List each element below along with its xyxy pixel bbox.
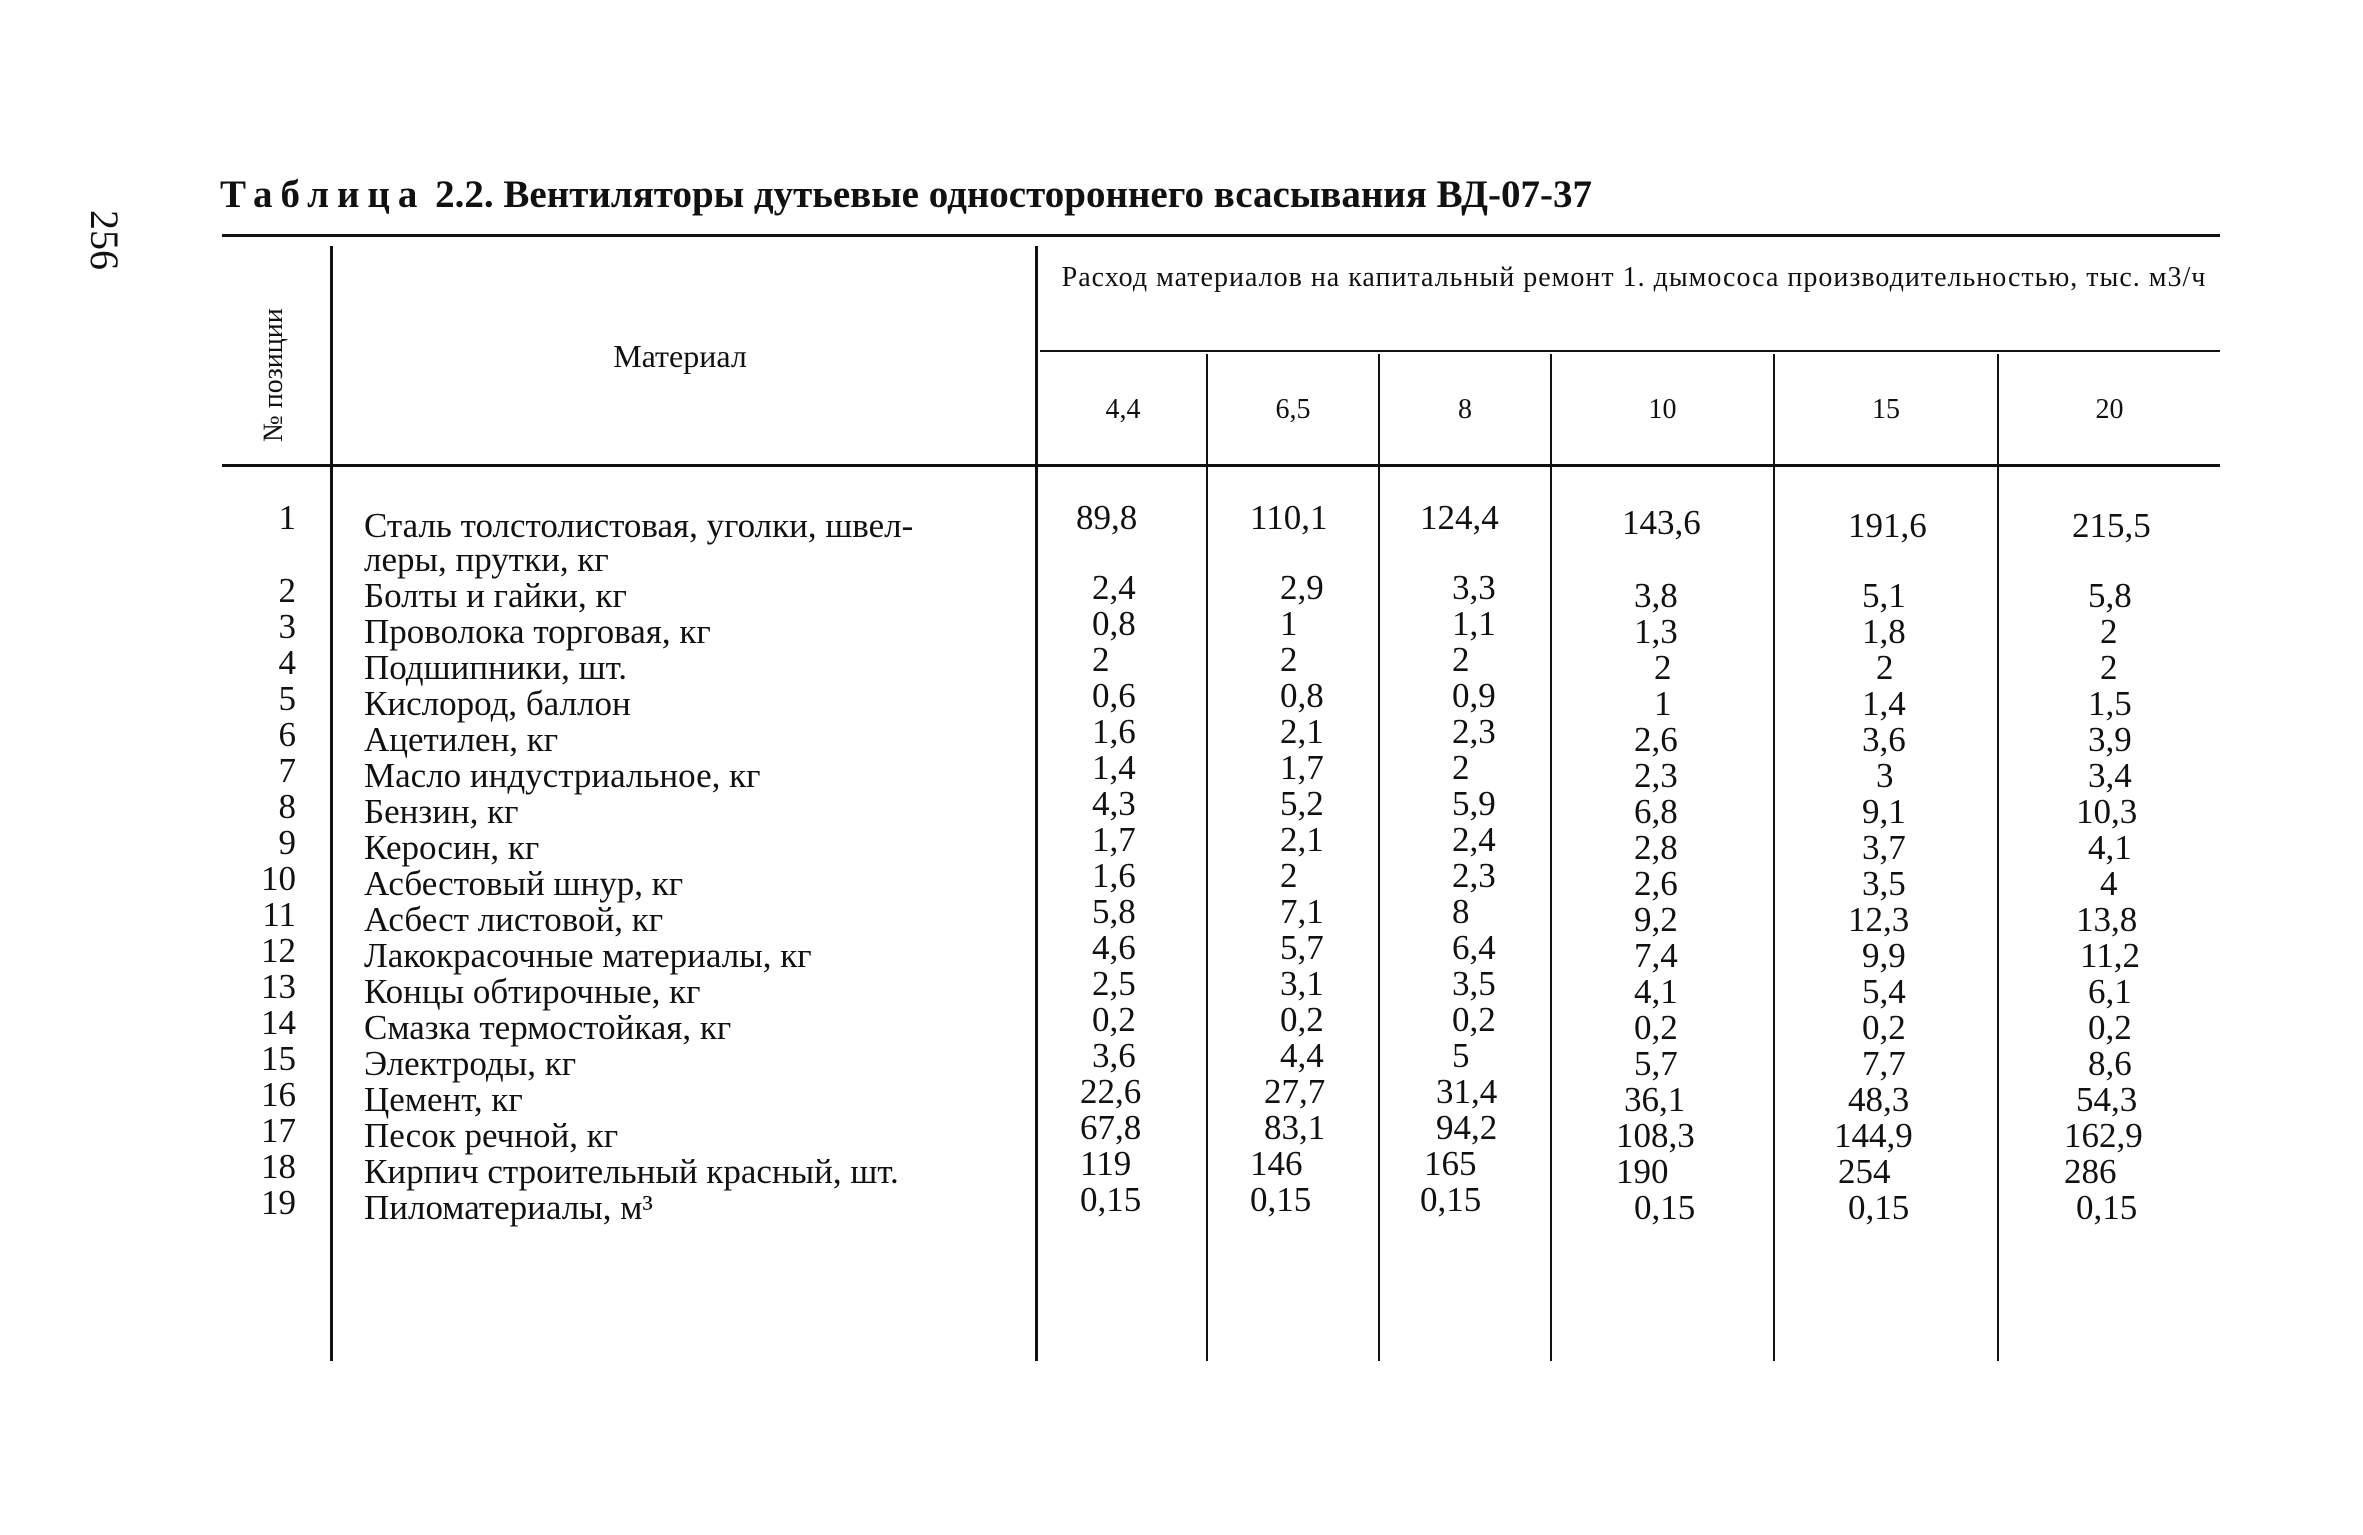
row-material: Проволока торговая, кг	[364, 612, 711, 651]
row-value: 2	[2100, 648, 2118, 687]
row-value: 162,9	[2064, 1116, 2143, 1155]
row-material: Бензин, кг	[364, 792, 519, 831]
row-value: 5,7	[1280, 928, 1324, 967]
row-value: 3,4	[2088, 756, 2132, 795]
header-position: № позиции	[258, 308, 289, 442]
row-value: 0,2	[1862, 1008, 1906, 1047]
row-value: 5,7	[1634, 1044, 1678, 1083]
row-value: 10,3	[2076, 792, 2138, 831]
row-value: 0,8	[1280, 676, 1324, 715]
header-material: Материал	[613, 338, 747, 374]
row-value: 2,3	[1452, 712, 1496, 751]
row-position: 1	[278, 498, 296, 537]
row-position: 5	[278, 679, 296, 718]
row-position: 4	[278, 643, 296, 682]
row-value: 0,15	[1420, 1180, 1482, 1219]
row-value: 3,7	[1862, 828, 1906, 867]
row-value: 13,8	[2076, 900, 2138, 939]
row-value: 4	[2100, 864, 2118, 903]
row-value: 2	[1452, 748, 1470, 787]
row-value: 165	[1424, 1144, 1477, 1183]
row-material: Асбест листовой, кг	[364, 900, 664, 939]
header-flow: 4,4	[1105, 394, 1141, 425]
row-value: 0,15	[2076, 1188, 2138, 1227]
row-material: Цемент, кг	[364, 1080, 523, 1119]
row-value: 108,3	[1616, 1116, 1695, 1155]
col-divider-flow-3	[1378, 354, 1380, 1361]
row-value: 5	[1452, 1036, 1470, 1075]
row-value: 2,6	[1634, 720, 1678, 759]
row-value: 67,8	[1080, 1108, 1142, 1147]
row-value: 286	[2064, 1152, 2117, 1191]
row-value: 2,1	[1280, 820, 1324, 859]
row-material: Песок речной, кг	[364, 1116, 619, 1155]
row-material: Керосин, кг	[364, 828, 540, 867]
row-value: 6,4	[1452, 928, 1496, 967]
row-value: 119	[1080, 1144, 1132, 1183]
row-material: Подшипники, шт.	[364, 648, 628, 687]
row-value: 2,1	[1280, 712, 1324, 751]
row-value: 215,5	[2072, 506, 2151, 545]
row-value: 2,8	[1634, 828, 1678, 867]
row-value: 2	[1876, 648, 1894, 687]
row-value: 0,2	[1634, 1008, 1678, 1047]
row-value: 0,2	[1280, 1000, 1324, 1039]
row-value: 0,15	[1250, 1180, 1312, 1219]
row-material: Масло индустриальное, кг	[364, 756, 761, 795]
row-value: 3,5	[1452, 964, 1496, 1003]
row-value: 1,8	[1862, 612, 1906, 651]
row-value: 4,4	[1280, 1036, 1324, 1075]
row-value: 8,6	[2088, 1044, 2132, 1083]
top-rule	[222, 234, 2220, 237]
row-value: 5,8	[2088, 576, 2132, 615]
row-value: 1,1	[1452, 604, 1496, 643]
row-value: 3,9	[2088, 720, 2132, 759]
row-value: 2	[1280, 856, 1298, 895]
row-value: 1,3	[1634, 612, 1678, 651]
row-value: 0,6	[1092, 676, 1136, 715]
row-value: 3,3	[1452, 568, 1496, 607]
row-value: 1,6	[1092, 712, 1136, 751]
row-value: 0,2	[1452, 1000, 1496, 1039]
header-flow: 15	[1872, 394, 1900, 425]
row-value: 4,1	[2088, 828, 2132, 867]
row-value: 3,6	[1862, 720, 1906, 759]
row-value: 5,8	[1092, 892, 1136, 931]
row-value: 9,2	[1634, 900, 1678, 939]
row-material: Ацетилен, кг	[364, 720, 559, 759]
row-value: 48,3	[1848, 1080, 1910, 1119]
col-divider-material	[330, 246, 333, 1361]
group-header-rule	[1040, 350, 2220, 352]
row-value: 2,3	[1452, 856, 1496, 895]
row-position: 11	[262, 895, 296, 934]
row-material: Смазка термостойкая, кг	[364, 1008, 732, 1047]
row-value: 7,1	[1280, 892, 1324, 931]
row-value: 146	[1250, 1144, 1303, 1183]
row-value: 4,6	[1092, 928, 1136, 967]
page-number: 256	[82, 210, 127, 270]
header-consumption: Расход материалов на капитальный ремонт 1. дымососа производительностью, тыс. м3/ч	[1061, 262, 2207, 293]
row-value: 3,6	[1092, 1036, 1136, 1075]
row-material: Кислород, баллон	[364, 684, 631, 723]
header-flow: 8	[1458, 394, 1472, 425]
row-value: 2	[2100, 612, 2118, 651]
row-material: Лакокрасочные материалы, кг	[364, 936, 812, 975]
row-value: 83,1	[1264, 1108, 1326, 1147]
row-value: 54,3	[2076, 1080, 2138, 1119]
row-value: 6,8	[1634, 792, 1678, 831]
row-material: Концы обтирочные, кг	[364, 972, 701, 1011]
row-position: 16	[261, 1075, 296, 1114]
row-material: Электроды, кг	[364, 1044, 577, 1083]
row-material: Сталь толстолистовая, уголки, швел-	[364, 506, 914, 545]
row-value: 2,5	[1092, 964, 1136, 1003]
row-position: 12	[261, 931, 296, 970]
row-value: 191,6	[1848, 506, 1927, 545]
row-value: 8	[1452, 892, 1470, 931]
row-value: 12,3	[1848, 900, 1910, 939]
row-position: 6	[278, 715, 296, 754]
row-value: 1,7	[1092, 820, 1136, 859]
row-value: 124,4	[1420, 498, 1499, 537]
header-bottom-rule	[222, 464, 2220, 467]
row-value: 94,2	[1436, 1108, 1498, 1147]
row-value: 5,1	[1862, 576, 1906, 615]
col-divider-flow-2	[1206, 354, 1208, 1361]
row-position: 10	[261, 859, 296, 898]
table-caption	[220, 172, 1592, 217]
row-value: 27,7	[1264, 1072, 1326, 1111]
row-value: 3,8	[1634, 576, 1678, 615]
row-value: 1,7	[1280, 748, 1324, 787]
row-position: 17	[261, 1111, 296, 1150]
row-value: 9,9	[1862, 936, 1906, 975]
row-material-continued: леры, прутки, кг	[364, 540, 609, 579]
row-value: 5,9	[1452, 784, 1496, 823]
row-position: 2	[278, 571, 296, 610]
row-value: 2,6	[1634, 864, 1678, 903]
col-divider-flow-1	[1035, 246, 1038, 1361]
row-value: 89,8	[1076, 498, 1138, 537]
row-value: 1,6	[1092, 856, 1136, 895]
row-value: 1	[1654, 684, 1672, 723]
header-flow: 10	[1648, 394, 1677, 425]
row-value: 1	[1280, 604, 1298, 643]
row-value: 3	[1876, 756, 1894, 795]
row-position: 14	[261, 1003, 296, 1042]
row-value: 0,15	[1080, 1180, 1142, 1219]
row-value: 11,2	[2080, 936, 2140, 975]
row-value: 2	[1452, 640, 1470, 679]
row-position: 15	[261, 1039, 296, 1078]
row-value: 254	[1838, 1152, 1891, 1191]
caption-title: 2.2. Вентиляторы дутьевые одностороннего всасывания ВД-07-37	[435, 173, 1592, 216]
row-value: 0,2	[1092, 1000, 1136, 1039]
row-position: 3	[278, 607, 296, 646]
row-value: 9,1	[1862, 792, 1906, 831]
row-position: 8	[278, 787, 296, 826]
row-value: 2,4	[1092, 568, 1136, 607]
row-value: 0,15	[1634, 1188, 1696, 1227]
row-value: 2,9	[1280, 568, 1324, 607]
row-material: Пиломатериалы, м³	[364, 1188, 653, 1227]
row-position: 19	[261, 1183, 296, 1222]
row-value: 5,4	[1862, 972, 1906, 1011]
row-value: 110,1	[1250, 498, 1328, 537]
row-value: 0,8	[1092, 604, 1136, 643]
header-flow: 6,5	[1275, 394, 1311, 425]
row-value: 2	[1092, 640, 1110, 679]
col-divider-flow-6	[1997, 354, 1999, 1361]
row-value: 3,5	[1862, 864, 1906, 903]
row-value: 2,3	[1634, 756, 1678, 795]
row-value: 6,1	[2088, 972, 2132, 1011]
row-value: 0,15	[1848, 1188, 1910, 1227]
row-value: 4,1	[1634, 972, 1678, 1011]
row-value: 1,4	[1092, 748, 1136, 787]
row-position: 18	[261, 1147, 296, 1186]
row-value: 31,4	[1436, 1072, 1498, 1111]
row-value: 22,6	[1080, 1072, 1142, 1111]
caption-lead: Таблица	[220, 173, 426, 216]
row-value: 2	[1654, 648, 1672, 687]
row-value: 36,1	[1624, 1080, 1686, 1119]
row-value: 4,3	[1092, 784, 1136, 823]
row-material: Кирпич строительный красный, шт.	[364, 1152, 899, 1191]
row-material: Асбестовый шнур, кг	[364, 864, 684, 903]
header-flow: 20	[2095, 394, 2124, 425]
row-value: 2	[1280, 640, 1298, 679]
row-value: 5,2	[1280, 784, 1324, 823]
col-divider-flow-4	[1550, 354, 1552, 1361]
row-value: 7,7	[1862, 1044, 1906, 1083]
row-value: 1,5	[2088, 684, 2132, 723]
row-material: Болты и гайки, кг	[364, 576, 627, 615]
row-value: 7,4	[1634, 936, 1678, 975]
col-divider-flow-5	[1773, 354, 1775, 1361]
row-value: 2,4	[1452, 820, 1496, 859]
row-value: 0,9	[1452, 676, 1496, 715]
row-value: 143,6	[1622, 503, 1701, 542]
row-value: 1,4	[1862, 684, 1906, 723]
row-position: 13	[261, 967, 296, 1006]
row-value: 190	[1616, 1152, 1669, 1191]
row-value: 144,9	[1834, 1116, 1913, 1155]
row-position: 9	[278, 823, 296, 862]
row-value: 3,1	[1280, 964, 1324, 1003]
row-value: 0,2	[2088, 1008, 2132, 1047]
row-position: 7	[278, 751, 296, 790]
